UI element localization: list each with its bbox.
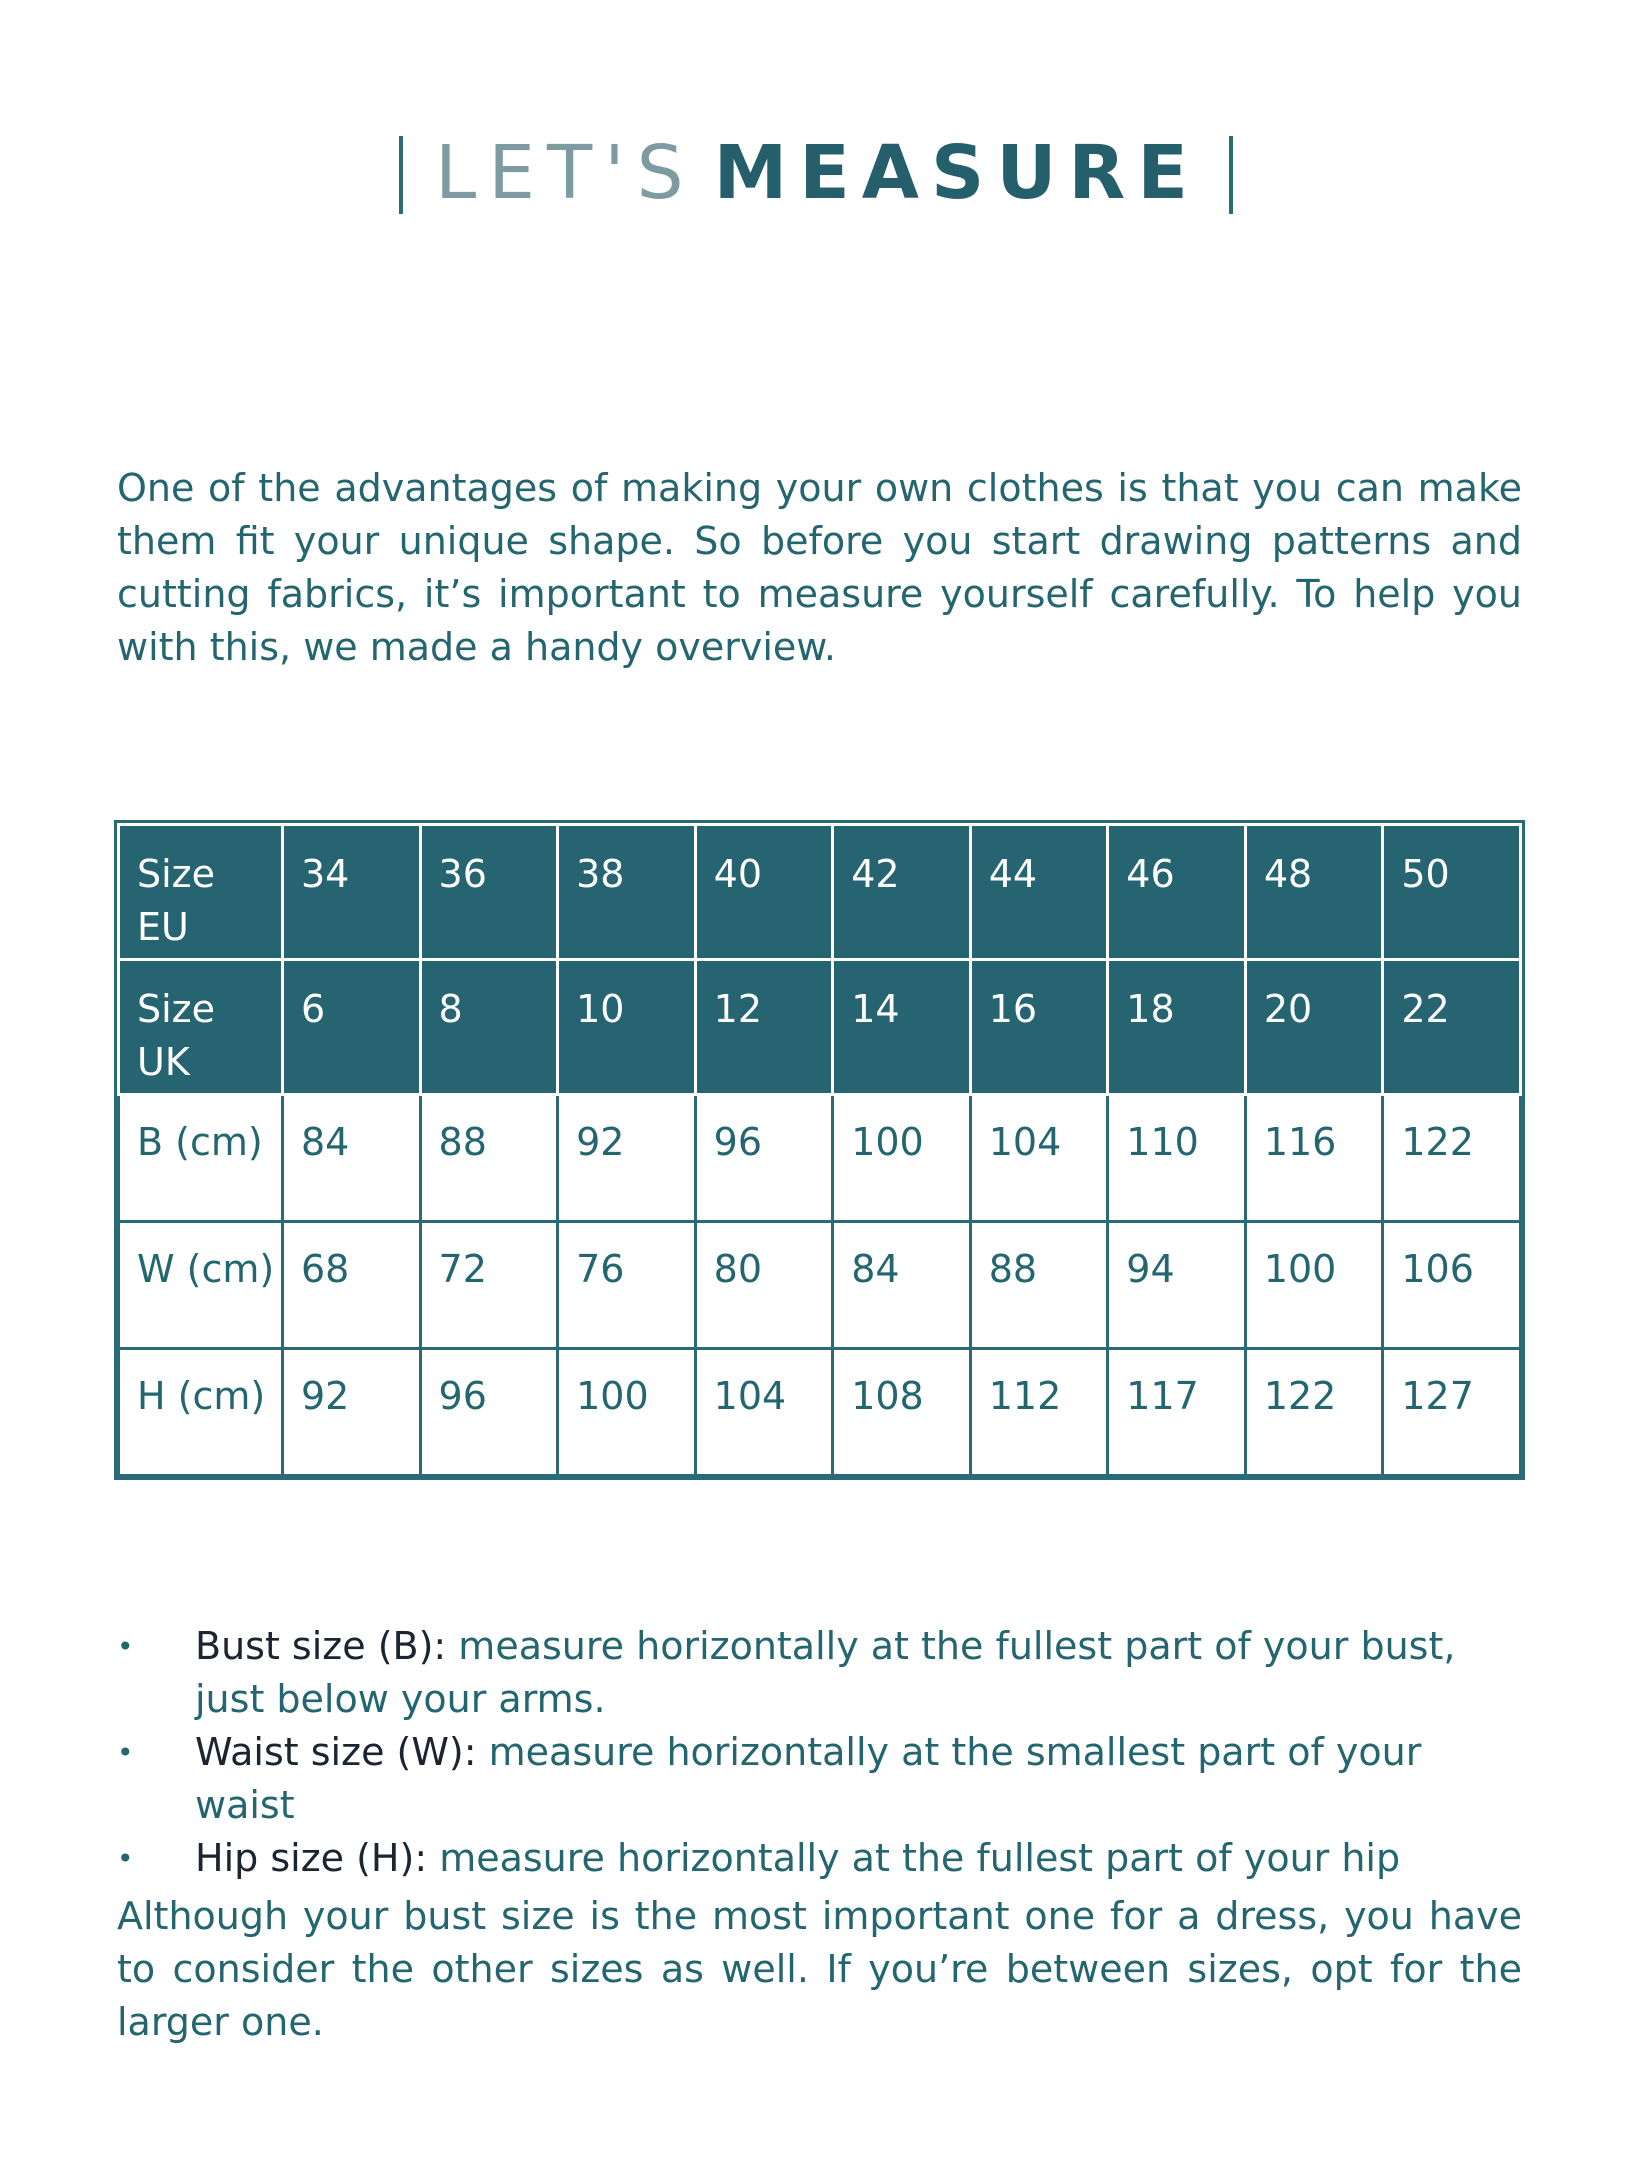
table-cell: 80	[695, 1222, 833, 1349]
table-cell: 38	[558, 825, 696, 960]
table-cell: 116	[1245, 1095, 1383, 1222]
table-cell: 122	[1245, 1349, 1383, 1476]
table-cell: 104	[695, 1349, 833, 1476]
row-label: Size UK	[119, 960, 283, 1095]
table-cell: 8	[420, 960, 558, 1095]
table-cell: 96	[695, 1095, 833, 1222]
table-cell: 68	[283, 1222, 421, 1349]
table-cell: 100	[558, 1349, 696, 1476]
table-cell: 76	[558, 1222, 696, 1349]
page-title-text	[395, 128, 1240, 218]
table-cell: 108	[833, 1349, 971, 1476]
table-cell: 110	[1108, 1095, 1246, 1222]
table-cell: 92	[283, 1349, 421, 1476]
note-term: Waist size (W):	[195, 1730, 477, 1774]
table-cell: 106	[1383, 1222, 1521, 1349]
table-cell: 122	[1383, 1095, 1521, 1222]
note-description: measure horizontally at the fullest part of your hip	[427, 1836, 1401, 1880]
row-label: H (cm)	[119, 1349, 283, 1476]
table-cell: 88	[970, 1222, 1108, 1349]
table-cell: 104	[970, 1095, 1108, 1222]
table-cell: 84	[283, 1095, 421, 1222]
row-label: W (cm)	[119, 1222, 283, 1349]
bullet-icon: •	[117, 1630, 134, 1663]
note-description: measure horizontally at the smallest part of your waist	[195, 1730, 1422, 1827]
list-item-waist	[117, 1726, 1522, 1832]
list-item-bust	[117, 1620, 1522, 1726]
table-cell: 72	[420, 1222, 558, 1349]
table-cell: 84	[833, 1222, 971, 1349]
table-cell: 94	[1108, 1222, 1246, 1349]
size-chart-table	[117, 823, 1522, 1477]
measurement-notes-list	[117, 1620, 1522, 1885]
table-cell: 14	[833, 960, 971, 1095]
note-term: Bust size (B):	[195, 1624, 447, 1668]
table-row-waist	[119, 1222, 1521, 1349]
table-cell: 48	[1245, 825, 1383, 960]
table-cell: 127	[1383, 1349, 1521, 1476]
table-cell: 100	[1245, 1222, 1383, 1349]
table-cell: 100	[833, 1095, 971, 1222]
table-cell: 112	[970, 1349, 1108, 1476]
bullet-icon: •	[117, 1842, 134, 1875]
table-cell: 88	[420, 1095, 558, 1222]
table-cell: 36	[420, 825, 558, 960]
page-title	[395, 128, 1240, 218]
row-label: B (cm)	[119, 1095, 283, 1222]
table-cell: 44	[970, 825, 1108, 960]
title-right-divider	[1229, 136, 1233, 214]
table-cell: 10	[558, 960, 696, 1095]
title-light-word: LET'S	[435, 130, 696, 216]
table-cell: 6	[283, 960, 421, 1095]
note-term: Hip size (H):	[195, 1836, 428, 1880]
table-cell: 22	[1383, 960, 1521, 1095]
note-description: measure horizontally at the fullest part of your bust, just below your arms.	[195, 1624, 1456, 1721]
table-cell: 20	[1245, 960, 1383, 1095]
table-cell: 96	[420, 1349, 558, 1476]
intro-paragraph: One of the advantages of making your own clothes is that you can make them fit your unique shape. So before you start drawing patterns and cutting fabrics, it’s important to measure yourself carefully. To help you with this, we made a handy overview.	[117, 466, 1522, 669]
table-row-size-uk	[119, 960, 1521, 1095]
table-cell: 12	[695, 960, 833, 1095]
table-cell: 34	[283, 825, 421, 960]
table-cell: 42	[833, 825, 971, 960]
table-cell: 46	[1108, 825, 1246, 960]
row-label: Size EU	[119, 825, 283, 960]
table-row-bust	[119, 1095, 1521, 1222]
title-bold-word: MEASURE	[713, 130, 1200, 216]
closing-paragraph: Although your bust size is the most important one for a dress, you have to consider the other sizes as well. If you’re between sizes, opt for the larger one.	[117, 1894, 1522, 2044]
table-cell: 50	[1383, 825, 1521, 960]
table-cell: 117	[1108, 1349, 1246, 1476]
table-cell: 40	[695, 825, 833, 960]
table-cell: 92	[558, 1095, 696, 1222]
bullet-icon: •	[117, 1736, 134, 1769]
table-row-size-eu	[119, 825, 1521, 960]
table-row-hip	[119, 1349, 1521, 1476]
table-cell: 18	[1108, 960, 1246, 1095]
table-cell: 16	[970, 960, 1108, 1095]
list-item-hip	[117, 1832, 1522, 1885]
